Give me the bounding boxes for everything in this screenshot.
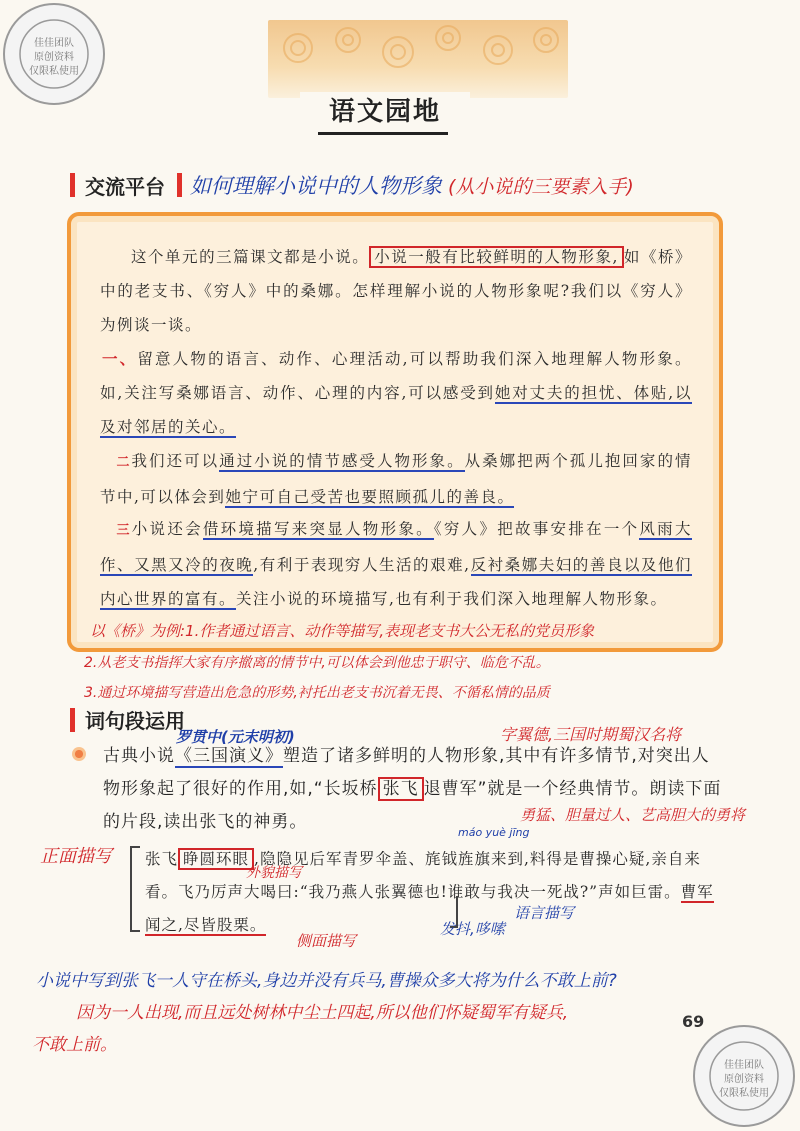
text: 退曹军”就是一个经典情节。朗读下面的片段,读出张飞的神勇。 [103, 779, 722, 832]
svg-text:原创资料: 原创资料 [724, 1074, 764, 1085]
excerpt-bracket-left [130, 846, 140, 932]
underlined-text: 《三国演义》 [175, 746, 283, 766]
svg-text:佳佳团队: 佳佳团队 [724, 1060, 764, 1071]
underlined-text: 风雨大作、又黑又冷的夜晚 [100, 520, 692, 574]
boxed-text: 张飞 [378, 777, 424, 801]
text: 留意人物的语言、动作、心理活动,可以帮助我们深入地理解人物形象。如,关注写桑娜语言、动作、心理的内容,可以感受到 [100, 350, 692, 402]
brave-note: 勇猛、胆量过人、艺高胆大的勇将 [520, 806, 746, 824]
cloud-pattern [268, 20, 568, 80]
handwritten-answer-1: 因为一人出现,而且远处树林中尘土四起,所以他们怀疑蜀军有疑兵, [76, 1003, 569, 1023]
underlined-text: 通过小说的情节感受人物形象。 [219, 452, 465, 470]
handwritten-note: (从小说的三要素入手) [448, 175, 634, 198]
text: 如《桥》中的老支书、《穷人》中的桑娜。怎样理解小说的人物形象呢?我们以《穷人》为例谈一谈。 [100, 248, 692, 334]
annotation-number: 二 [116, 455, 131, 470]
section-bar [70, 708, 75, 732]
text: ,有利于表现穷人生活的艰难, [253, 556, 471, 574]
text: 张飞 [145, 850, 179, 868]
speech-label: 语言描写 [514, 904, 575, 922]
text: 塑造了诸多鲜明的人物形象,其中有许多情节,对突出人物形象起了很好的作用,如,“长坂桥 [103, 746, 710, 799]
handwritten-note-2: 2.从老支书指挥大家有序撤离的情节中,可以体会到他忠于职守、临危不乱。 [84, 655, 550, 671]
section-bar [70, 173, 75, 197]
boxed-text: 小说一般有比较鲜明的人物形象, [369, 246, 624, 268]
author-note: 罗贯中(元末明初) [176, 728, 295, 746]
section-words [70, 705, 185, 734]
svg-text:仅限私使用: 仅限私使用 [719, 1088, 769, 1099]
text: 我们还可以 [131, 452, 220, 470]
underlined-text: 反衬桑娜夫妇的善良以及他们内心世界的富有。 [100, 556, 692, 608]
text: 古典小说 [103, 746, 175, 766]
section-exchange [70, 170, 634, 200]
watermark-stamp [0, 0, 108, 108]
indent [100, 444, 131, 480]
bullet-icon [72, 747, 86, 761]
underlined-text: 借环境描写来突显人物形象。 [202, 520, 434, 538]
handwritten-note-1: 以《桥》为例:1.作者通过语言、动作等描写,表现老支书大公无私的党员形象 [90, 622, 595, 640]
underlined-text: 她宁可自己受苦也要照顾孤儿的善良。 [225, 488, 515, 506]
underlined-text: 她对丈夫的担忧、体贴,以及对邻居的关心。 [100, 384, 692, 436]
svg-text:佳佳团队: 佳佳团队 [34, 38, 74, 49]
section-bar [177, 173, 182, 197]
pinyin-note: máo yuè jīng [458, 826, 530, 839]
text: ,隐隐见后军青罗伞盖、旄钺旌旗来到,料得是曹操心疑,亲自来看。飞乃厉声大喝曰:“我乃燕人张翼德也!谁敢与我决一死战?”声如巨雷。 [145, 850, 701, 901]
page-title: 语文园地 [328, 97, 441, 127]
paragraph-4 [100, 512, 692, 616]
zhangfei-note: 字翼德,三国时期蜀汉名将 [500, 725, 682, 744]
handwritten-answer-2: 不敢上前。 [32, 1035, 117, 1055]
annotation-number: 一、 [102, 350, 138, 368]
text: 《穷人》把故事安排在一个 [433, 520, 640, 538]
title-underline [318, 132, 448, 135]
handwritten-question: 小说中写到张飞一人守在桥头,身边并没有兵马,曹操众多大将为什么不敢上前? [36, 971, 617, 991]
section-label: 交流平台 [85, 174, 165, 199]
paragraph-1 [100, 240, 692, 342]
section-label: 词句段运用 [85, 709, 185, 733]
paragraph-3 [100, 444, 692, 514]
tremble-note: 发抖,哆嗦 [440, 920, 505, 938]
text: 小说还会 [131, 520, 203, 538]
excerpt-paragraph [145, 843, 725, 942]
indent [100, 512, 131, 548]
text: 关注小说的环境描写,也有利于我们深入地理解人物形象。 [236, 590, 668, 608]
svg-text:仅限私使用: 仅限私使用 [29, 66, 79, 77]
page-number: 69 [682, 1012, 705, 1031]
watermark-stamp [690, 1022, 798, 1130]
front-description-label: 正面描写 [40, 846, 112, 867]
text: 从桑娜把两个孤儿抱回家的情节中,可以体会到 [100, 452, 692, 506]
side-description-label: 侧面描写 [296, 932, 357, 950]
annotation-number: 三 [116, 523, 131, 538]
title-wrap [300, 92, 470, 132]
handwritten-title: 如何理解小说中的人物形象 [190, 174, 442, 198]
boxed-text: 睁圆环眼 [178, 848, 254, 870]
underlined-text: 曹军闻之,尽皆股栗。 [145, 883, 714, 934]
appearance-label: 外貌描写 [246, 865, 302, 881]
text: 这个单元的三篇课文都是小说。 [131, 248, 370, 266]
paragraph-2 [100, 342, 692, 444]
svg-text:原创资料: 原创资料 [34, 52, 74, 63]
handwritten-note-3: 3.通过环境描写营造出危急的形势,衬托出老支书沉着无畏、不循私情的品质 [84, 685, 550, 701]
header-banner [268, 20, 568, 98]
